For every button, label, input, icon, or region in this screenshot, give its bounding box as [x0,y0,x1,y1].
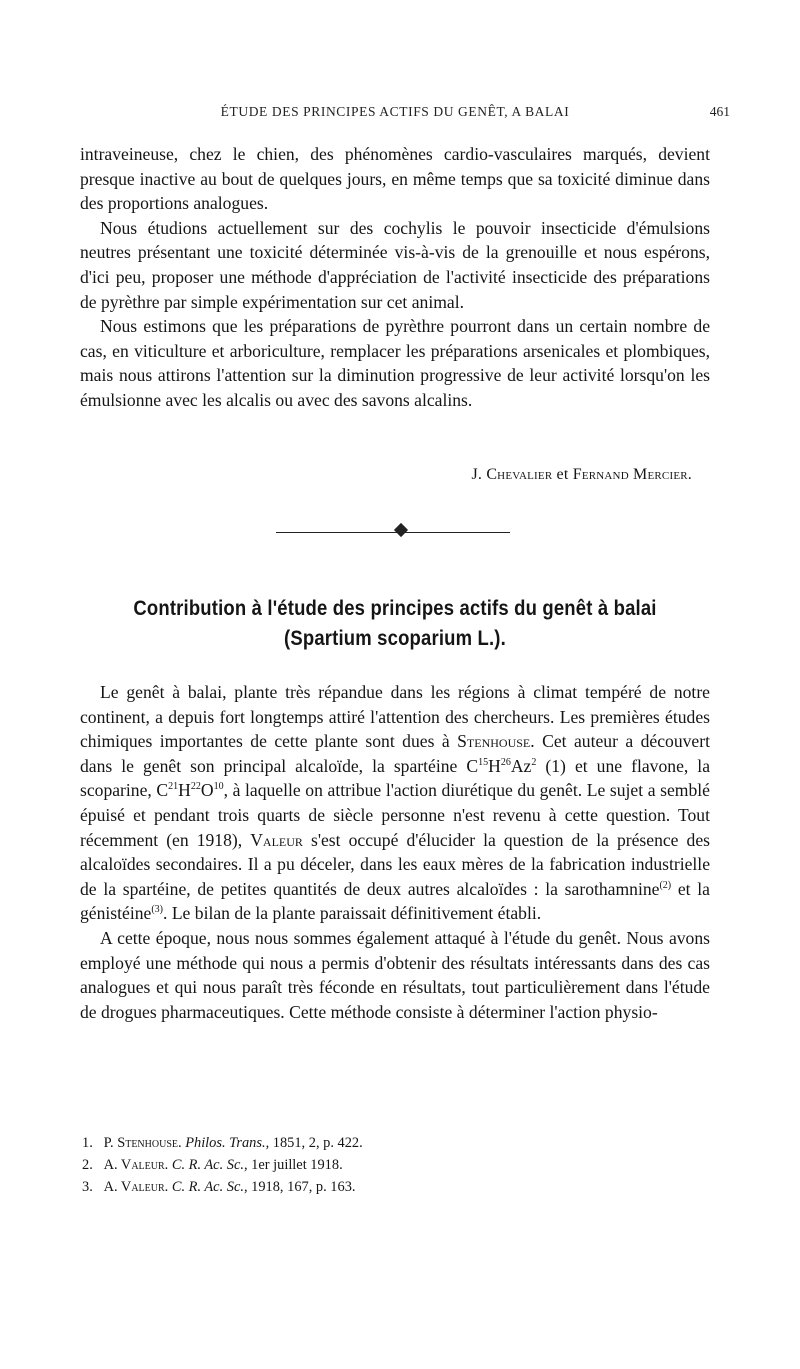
footnote-author: A. Valeur. [103,1157,169,1173]
author-stenhouse: Stenhouse [457,731,531,752]
footnote-details: , 1er juillet 1918. [243,1157,343,1173]
running-head: ÉTUDE DES PRINCIPES ACTIFS DU GENÊT, A BALAI [220,104,570,119]
text-run: , à laquelle on attribue l'action diurétique du genêt. Le sujet a semblé épuisé et pendant trois quarts de siècle personne n'est revenu à cette question. Tout récemment (en 1918), [80,780,710,850]
formula-subscript: 15 [478,756,489,768]
text-run: Le genêt à balai, plante très répandue dans les régions à climat tempéré de notre continent, a depuis fort longtemps attiré l'attention des chercheurs. Les premières études chimiques importantes de cette plante sont dues à [80,682,710,752]
footnote-2 [80,1154,710,1176]
section-divider [276,532,510,533]
footnotes [80,1132,710,1198]
signature-author-2: Fernand Mercier [572,466,688,483]
footnote-ref-3: (3) [151,904,164,916]
page-number: 461 [709,104,730,119]
footnote-number: 2. [82,1157,93,1173]
footnote-number: 1. [82,1135,93,1151]
text-run: s'est occupé d'élucider la question de la présence des alcaloïdes secondaires. Il a pu déceler, dans les eaux mères de la fabrication industrielle de la spartéine, de petites quantités de deux autres alcaloïdes : la sarothamnine [80,829,710,899]
footnote-author: A. Valeur. [103,1179,169,1195]
article-title-line-2: (Spartium scoparium L.). [284,627,506,650]
footnote-ref-1: (1) [545,755,566,776]
formula-subscript: 21 [168,781,179,793]
signature-end: . [687,466,692,483]
footnote-journal: C. R. Ac. Sc. [171,1157,244,1173]
formula-subscript: 26 [500,756,511,768]
article-paragraph-1 [80,680,710,926]
footnote-details: , 1851, 2, p. 422. [265,1135,363,1151]
text-run: et la génistéine [80,878,710,924]
article-paragraph-2: A cette époque, nous nous sommes également attaqué à l'étude du genêt. Nous avons employé une méthode qui nous a permis d'obtenir des résultats intéressants dans des cas analogues et qui nous paraît très féconde en résultats, tout particulièrement dans l'étude de drogues pharmaceutiques. Cette méthode consiste à déterminer l'action physio- [80,927,710,1022]
formula-element: H [488,755,501,776]
footnote-journal: Philos. Trans. [185,1135,266,1151]
formula-subscript: 2 [531,756,537,768]
signature-author-1: Chevalier [486,466,553,483]
footnote-journal: C. R. Ac. Sc. [171,1179,244,1195]
article-title-line-1: Contribution à l'étude des principes actifs du genêt à balai [133,597,657,620]
signature-conjunction: et [552,466,573,483]
text-block-article [80,680,710,1024]
formula-subscript: 22 [190,781,201,793]
formula-element: H [178,780,191,801]
text-run: . Cet auteur a découvert dans le genêt son principal alcaloïde, la spartéine C [80,731,710,776]
signature-initial: J. [471,466,487,483]
formula-element: O [200,780,214,801]
footnote-ref-2: (2) [659,879,672,891]
article-title [118,594,672,654]
text-block-previous-article [80,142,710,413]
paragraph-1: intraveineuse, chez le chien, des phénomènes cardio-vasculaires marqués, devient presque inactive au bout de quelques jours, en même temps que sa toxicité diminue dans des proportions analogues. [80,144,710,214]
paragraph-3: Nous estimons que les préparations de pyrèthre pourront dans un certain nombre de cas, en viticulture et arboriculture, remplacer les préparations arsenicales et plombiques, mais nous attirons l'attention sur la diminution progressive de leur activité lorsqu'on les émulsionne avec les alcalis ou avec des savons alcalins. [80,316,710,410]
footnote-3 [80,1176,710,1198]
paragraph-2: Nous étudions actuellement sur des cochylis le pouvoir insecticide d'émulsions neutres présentant une toxicité déterminée vis-à-vis de la grenouille et nous espérons, d'ici peu, proposer une méthode d'appréciation de l'activité insecticide des préparations de pyrèthre par simple expérimentation sur cet animal. [80,217,710,312]
author-signature [471,466,692,484]
footnote-details: , 1918, 167, p. 163. [243,1179,356,1195]
formula-element: Az [510,755,532,776]
footnote-1 [80,1132,710,1154]
footnote-number: 3. [82,1179,93,1195]
author-valeur: Valeur [250,829,303,850]
divider-ornament [394,523,408,537]
text-run: . Le bilan de la plante paraissait définitivement établi. [163,903,542,924]
text-run: et une flavone, la scoparine, C [80,755,711,801]
formula-subscript: 10 [213,781,224,793]
footnote-author: P. Stenhouse. [103,1135,182,1151]
